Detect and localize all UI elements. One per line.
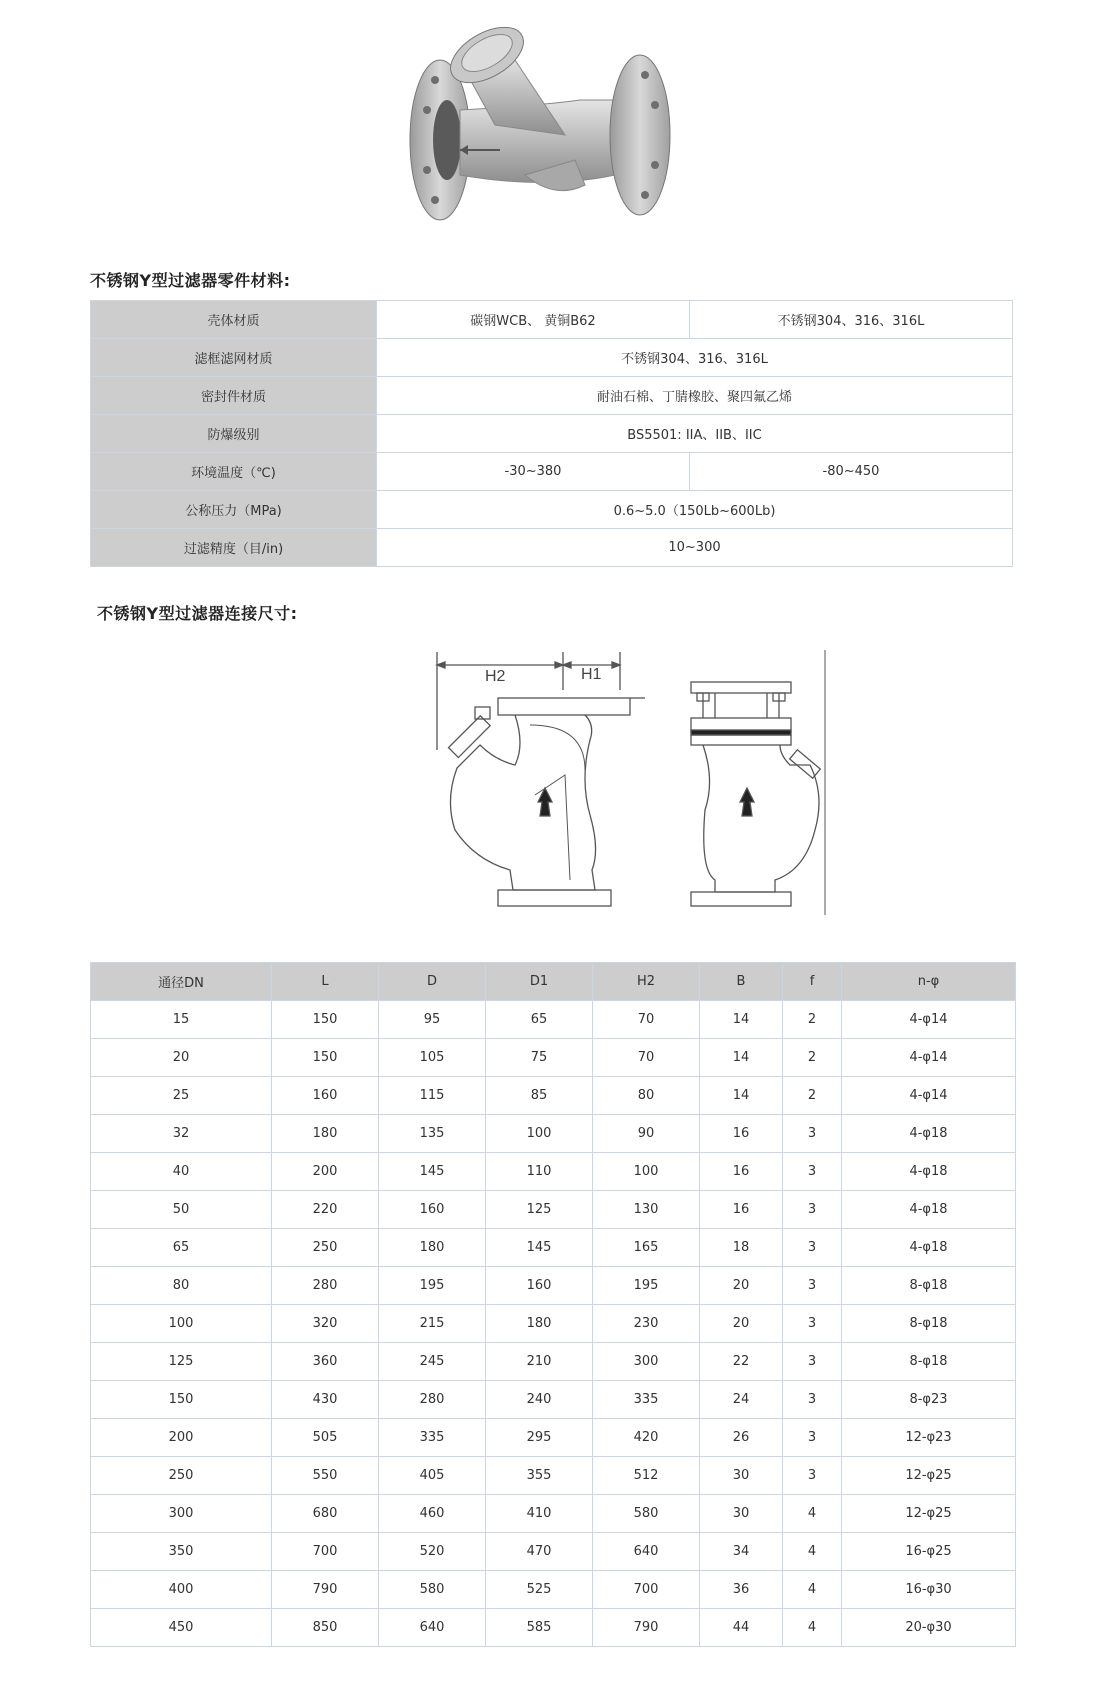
table-cell: 16-φ25 <box>842 1533 1016 1571</box>
table-cell: 150 <box>91 1381 272 1419</box>
material-label: 滤框滤网材质 <box>91 339 377 377</box>
material-value: 不锈钢304、316、316L <box>377 339 1013 377</box>
table-cell: 14 <box>700 1039 783 1077</box>
table-cell: 12-φ23 <box>842 1419 1016 1457</box>
column-header: B <box>700 963 783 1001</box>
table-cell: 220 <box>272 1191 379 1229</box>
material-value: -30~380 <box>377 453 690 491</box>
table-row <box>91 1533 1016 1571</box>
table-cell: 230 <box>593 1305 700 1343</box>
table-cell: 4-φ14 <box>842 1077 1016 1115</box>
table-cell: 512 <box>593 1457 700 1495</box>
table-row <box>91 1001 1016 1039</box>
table-row <box>91 1381 1016 1419</box>
table-cell: 105 <box>379 1039 486 1077</box>
table-cell: 680 <box>272 1495 379 1533</box>
table-cell: 520 <box>379 1533 486 1571</box>
table-cell: 4 <box>783 1609 842 1647</box>
table-cell: 32 <box>91 1115 272 1153</box>
table-cell: 505 <box>272 1419 379 1457</box>
table-cell: 335 <box>379 1419 486 1457</box>
table-cell: 26 <box>700 1419 783 1457</box>
material-label: 壳体材质 <box>91 301 377 339</box>
table-cell: 20 <box>91 1039 272 1077</box>
table-row <box>91 1343 1016 1381</box>
material-row <box>91 339 1013 377</box>
table-cell: 145 <box>379 1153 486 1191</box>
table-cell: 430 <box>272 1381 379 1419</box>
material-value: 碳钢WCB、 黄铜B62 <box>377 301 690 339</box>
materials-heading: 不锈钢Y型过滤器零件材料: <box>90 271 291 290</box>
table-cell: 8-φ18 <box>842 1267 1016 1305</box>
table-cell: 300 <box>593 1343 700 1381</box>
material-row <box>91 491 1013 529</box>
table-cell: 16 <box>700 1191 783 1229</box>
table-cell: 4 <box>783 1533 842 1571</box>
table-cell: 90 <box>593 1115 700 1153</box>
table-cell: 4-φ18 <box>842 1191 1016 1229</box>
table-cell: 2 <box>783 1039 842 1077</box>
material-label: 防爆级别 <box>91 415 377 453</box>
dimensions-heading: 不锈钢Y型过滤器连接尺寸: <box>97 604 298 623</box>
label-h2: H2 <box>485 668 506 685</box>
table-cell: 3 <box>783 1115 842 1153</box>
table-cell: 125 <box>91 1343 272 1381</box>
material-value: -80~450 <box>690 453 1013 491</box>
table-header-row <box>91 963 1016 1001</box>
table-cell: 585 <box>486 1609 593 1647</box>
table-cell: 335 <box>593 1381 700 1419</box>
table-cell: 100 <box>593 1153 700 1191</box>
material-value: 10~300 <box>377 529 1013 567</box>
table-cell: 80 <box>593 1077 700 1115</box>
table-cell: 215 <box>379 1305 486 1343</box>
table-cell: 790 <box>272 1571 379 1609</box>
table-cell: 130 <box>593 1191 700 1229</box>
table-cell: 700 <box>593 1571 700 1609</box>
table-cell: 20-φ30 <box>842 1609 1016 1647</box>
table-cell: 180 <box>379 1229 486 1267</box>
table-cell: 12-φ25 <box>842 1495 1016 1533</box>
materials-table <box>90 300 1013 567</box>
dimension-drawing <box>385 630 875 920</box>
table-cell: 4-φ18 <box>842 1153 1016 1191</box>
table-cell: 850 <box>272 1609 379 1647</box>
table-cell: 525 <box>486 1571 593 1609</box>
table-cell: 790 <box>593 1609 700 1647</box>
table-cell: 65 <box>91 1229 272 1267</box>
table-cell: 165 <box>593 1229 700 1267</box>
table-cell: 700 <box>272 1533 379 1571</box>
table-cell: 18 <box>700 1229 783 1267</box>
table-row <box>91 1115 1016 1153</box>
table-cell: 360 <box>272 1343 379 1381</box>
table-cell: 280 <box>379 1381 486 1419</box>
material-value: 不锈钢304、316、316L <box>690 301 1013 339</box>
column-header: f <box>783 963 842 1001</box>
table-cell: 195 <box>593 1267 700 1305</box>
material-value: 耐油石棉、丁腈橡胶、聚四氟乙烯 <box>377 377 1013 415</box>
table-cell: 2 <box>783 1077 842 1115</box>
label-h1: H1 <box>581 666 602 683</box>
table-cell: 3 <box>783 1419 842 1457</box>
table-cell: 150 <box>272 1039 379 1077</box>
table-cell: 25 <box>91 1077 272 1115</box>
table-cell: 405 <box>379 1457 486 1495</box>
material-row <box>91 377 1013 415</box>
table-row <box>91 1191 1016 1229</box>
material-label: 公称压力（MPa) <box>91 491 377 529</box>
table-cell: 36 <box>700 1571 783 1609</box>
table-row <box>91 1457 1016 1495</box>
column-header: 通径DN <box>91 963 272 1001</box>
table-cell: 70 <box>593 1001 700 1039</box>
table-cell: 3 <box>783 1305 842 1343</box>
table-cell: 400 <box>91 1571 272 1609</box>
table-cell: 70 <box>593 1039 700 1077</box>
table-row <box>91 1229 1016 1267</box>
material-row <box>91 453 1013 491</box>
table-cell: 4 <box>783 1495 842 1533</box>
table-cell: 580 <box>593 1495 700 1533</box>
column-header: D1 <box>486 963 593 1001</box>
dimensions-table <box>90 962 1016 1647</box>
table-cell: 22 <box>700 1343 783 1381</box>
material-label: 密封件材质 <box>91 377 377 415</box>
table-cell: 3 <box>783 1343 842 1381</box>
table-cell: 135 <box>379 1115 486 1153</box>
table-row <box>91 1495 1016 1533</box>
table-cell: 100 <box>486 1115 593 1153</box>
table-cell: 3 <box>783 1153 842 1191</box>
table-cell: 195 <box>379 1267 486 1305</box>
table-cell: 2 <box>783 1001 842 1039</box>
table-cell: 125 <box>486 1191 593 1229</box>
table-cell: 4-φ18 <box>842 1229 1016 1267</box>
column-header: D <box>379 963 486 1001</box>
table-cell: 16 <box>700 1115 783 1153</box>
table-cell: 4-φ14 <box>842 1001 1016 1039</box>
table-cell: 250 <box>272 1229 379 1267</box>
table-cell: 85 <box>486 1077 593 1115</box>
table-row <box>91 1153 1016 1191</box>
table-cell: 95 <box>379 1001 486 1039</box>
table-cell: 8-φ18 <box>842 1343 1016 1381</box>
table-cell: 3 <box>783 1381 842 1419</box>
table-row <box>91 1571 1016 1609</box>
table-cell: 280 <box>272 1267 379 1305</box>
table-cell: 550 <box>272 1457 379 1495</box>
table-cell: 4-φ14 <box>842 1039 1016 1077</box>
table-cell: 65 <box>486 1001 593 1039</box>
table-cell: 250 <box>91 1457 272 1495</box>
table-cell: 8-φ18 <box>842 1305 1016 1343</box>
table-cell: 420 <box>593 1419 700 1457</box>
product-photo <box>405 15 685 240</box>
table-cell: 24 <box>700 1381 783 1419</box>
table-cell: 160 <box>486 1267 593 1305</box>
table-cell: 40 <box>91 1153 272 1191</box>
material-row <box>91 301 1013 339</box>
table-cell: 355 <box>486 1457 593 1495</box>
table-cell: 4 <box>783 1571 842 1609</box>
table-cell: 30 <box>700 1495 783 1533</box>
column-header: n-φ <box>842 963 1016 1001</box>
table-row <box>91 1609 1016 1647</box>
material-label: 过滤精度（目/in) <box>91 529 377 567</box>
table-cell: 160 <box>379 1191 486 1229</box>
table-cell: 50 <box>91 1191 272 1229</box>
table-cell: 14 <box>700 1077 783 1115</box>
material-row <box>91 529 1013 567</box>
table-cell: 350 <box>91 1533 272 1571</box>
table-cell: 44 <box>700 1609 783 1647</box>
material-value: 0.6~5.0（150Lb~600Lb) <box>377 491 1013 529</box>
table-cell: 410 <box>486 1495 593 1533</box>
table-cell: 20 <box>700 1267 783 1305</box>
table-cell: 34 <box>700 1533 783 1571</box>
table-cell: 580 <box>379 1571 486 1609</box>
table-cell: 4-φ18 <box>842 1115 1016 1153</box>
material-row <box>91 415 1013 453</box>
table-cell: 200 <box>272 1153 379 1191</box>
table-cell: 110 <box>486 1153 593 1191</box>
material-value: BS5501: IIA、IIB、IIC <box>377 415 1013 453</box>
table-cell: 20 <box>700 1305 783 1343</box>
table-cell: 640 <box>593 1533 700 1571</box>
table-cell: 450 <box>91 1609 272 1647</box>
table-row <box>91 1419 1016 1457</box>
table-cell: 8-φ23 <box>842 1381 1016 1419</box>
table-cell: 75 <box>486 1039 593 1077</box>
table-cell: 80 <box>91 1267 272 1305</box>
table-cell: 240 <box>486 1381 593 1419</box>
table-cell: 460 <box>379 1495 486 1533</box>
table-cell: 3 <box>783 1267 842 1305</box>
material-label: 环境温度（℃) <box>91 453 377 491</box>
table-cell: 3 <box>783 1457 842 1495</box>
table-cell: 16 <box>700 1153 783 1191</box>
table-cell: 245 <box>379 1343 486 1381</box>
table-cell: 210 <box>486 1343 593 1381</box>
table-cell: 14 <box>700 1001 783 1039</box>
table-cell: 300 <box>91 1495 272 1533</box>
table-cell: 150 <box>272 1001 379 1039</box>
table-cell: 30 <box>700 1457 783 1495</box>
table-cell: 16-φ30 <box>842 1571 1016 1609</box>
table-cell: 640 <box>379 1609 486 1647</box>
table-cell: 180 <box>272 1115 379 1153</box>
column-header: H2 <box>593 963 700 1001</box>
table-cell: 3 <box>783 1191 842 1229</box>
table-cell: 100 <box>91 1305 272 1343</box>
table-row <box>91 1267 1016 1305</box>
table-cell: 145 <box>486 1229 593 1267</box>
table-cell: 115 <box>379 1077 486 1115</box>
table-cell: 12-φ25 <box>842 1457 1016 1495</box>
column-header: L <box>272 963 379 1001</box>
table-cell: 160 <box>272 1077 379 1115</box>
table-cell: 3 <box>783 1229 842 1267</box>
table-cell: 200 <box>91 1419 272 1457</box>
table-row <box>91 1305 1016 1343</box>
table-row <box>91 1077 1016 1115</box>
table-cell: 15 <box>91 1001 272 1039</box>
table-cell: 320 <box>272 1305 379 1343</box>
table-cell: 295 <box>486 1419 593 1457</box>
table-cell: 180 <box>486 1305 593 1343</box>
table-row <box>91 1039 1016 1077</box>
table-cell: 470 <box>486 1533 593 1571</box>
